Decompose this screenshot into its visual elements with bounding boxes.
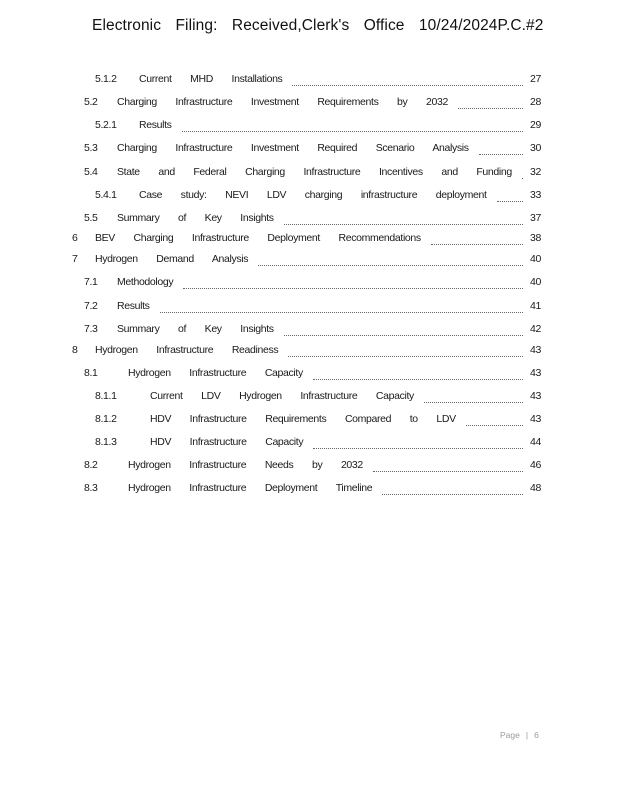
toc-entry-title: Current LDV Hydrogen Infrastructure Capacity	[150, 390, 414, 402]
toc-entry-title: HDV Infrastructure Requirements Compared to LDV	[150, 413, 456, 425]
toc-entry[interactable]	[0, 367, 618, 383]
toc-entry-title: Methodology	[117, 276, 174, 288]
toc-entry[interactable]	[0, 276, 618, 292]
toc-entry-page: 32	[530, 166, 541, 178]
toc-leader-dots	[160, 300, 523, 313]
toc-entry-number: 5.2	[84, 96, 98, 108]
toc-leader-dots	[431, 232, 523, 245]
toc-leader-dots	[183, 276, 523, 289]
toc-entry-page: 38	[530, 232, 541, 244]
toc-entry[interactable]	[0, 459, 618, 475]
toc-leader-dots	[497, 189, 523, 202]
toc-entry-page: 29	[530, 119, 541, 131]
toc-entry-title: Hydrogen Infrastructure Needs by 2032	[128, 459, 363, 471]
page-number: 6	[534, 730, 539, 740]
toc-entry-number: 8	[72, 344, 78, 356]
toc-entry-page: 42	[530, 323, 541, 335]
page-separator: |	[525, 730, 529, 740]
toc-entry-number: 5.5	[84, 212, 98, 224]
toc-entry-number: 7	[72, 253, 78, 265]
toc-leader-dots	[313, 367, 523, 380]
toc-leader-dots	[313, 436, 523, 449]
toc-entry-title: BEV Charging Infrastructure Deployment Recommendations	[95, 232, 421, 244]
toc-entry-page: 43	[530, 390, 541, 402]
toc-entry-title: Charging Infrastructure Investment Required Scenario Analysis	[117, 142, 469, 154]
toc-leader-dots	[288, 344, 523, 357]
toc-entry-number: 8.3	[84, 482, 98, 494]
toc-entry[interactable]	[0, 436, 618, 452]
toc-entry-title: Case study: NEVI LDV charging infrastructure deployment	[139, 189, 487, 201]
toc-leader-dots	[522, 166, 523, 179]
toc-leader-dots	[466, 413, 523, 426]
toc-entry-title: Hydrogen Infrastructure Readiness	[95, 344, 279, 356]
toc-entry-page: 27	[530, 73, 541, 85]
toc-entry[interactable]	[0, 96, 618, 112]
toc-entry-title: Summary of Key Insights	[117, 212, 274, 224]
toc-entry[interactable]	[0, 189, 618, 205]
toc-entry[interactable]	[0, 344, 618, 360]
toc-entry-page: 43	[530, 367, 541, 379]
toc-entry-title: Hydrogen Infrastructure Deployment Timeline	[128, 482, 373, 494]
toc-leader-dots	[382, 482, 523, 495]
toc-entry[interactable]	[0, 212, 618, 228]
toc-entry-title: State and Federal Charging Infrastructure Incentives and Funding	[117, 166, 512, 178]
toc-entry-number: 7.1	[84, 276, 98, 288]
toc-entry[interactable]	[0, 232, 618, 248]
toc-entry-number: 8.2	[84, 459, 98, 471]
toc-entry-number: 7.2	[84, 300, 98, 312]
toc-entry-number: 5.4	[84, 166, 98, 178]
page-footer	[500, 730, 539, 740]
toc-leader-dots	[424, 390, 523, 403]
toc-entry-page: 44	[530, 436, 541, 448]
toc-entry-number: 5.4.1	[95, 189, 117, 201]
toc-leader-dots	[458, 96, 523, 109]
toc-leader-dots	[258, 253, 523, 266]
toc-entry-number: 8.1.3	[95, 436, 117, 448]
toc-entry-page: 37	[530, 212, 541, 224]
toc-entry-number: 6	[72, 232, 78, 244]
toc-entry-page: 30	[530, 142, 541, 154]
toc-entry[interactable]	[0, 73, 618, 89]
toc-entry[interactable]	[0, 482, 618, 498]
toc-entry-page: 41	[530, 300, 541, 312]
toc-entry-title: Hydrogen Demand Analysis	[95, 253, 249, 265]
toc-entry[interactable]	[0, 166, 618, 182]
filing-stamp-header: Electronic Filing: Received,Clerk's Office 10/24/2024P.C.#2	[92, 17, 544, 34]
toc-entry-number: 7.3	[84, 323, 98, 335]
toc-entry-page: 33	[530, 189, 541, 201]
toc-entry-number: 8.1.1	[95, 390, 117, 402]
page-label: Page	[500, 730, 520, 740]
toc-entry-title: Hydrogen Infrastructure Capacity	[128, 367, 303, 379]
toc-entry-number: 8.1	[84, 367, 98, 379]
toc-entry[interactable]	[0, 323, 618, 339]
toc-entry-page: 40	[530, 253, 541, 265]
toc-entry-page: 43	[530, 344, 541, 356]
toc-leader-dots	[284, 323, 523, 336]
toc-entry-number: 5.3	[84, 142, 98, 154]
toc-entry-title: HDV Infrastructure Capacity	[150, 436, 304, 448]
toc-entry-title: Results	[139, 119, 172, 131]
toc-leader-dots	[292, 73, 523, 86]
toc-entry-title: Summary of Key Insights	[117, 323, 274, 335]
toc-entry[interactable]	[0, 142, 618, 158]
toc-entry-title: Current MHD Installations	[139, 73, 283, 85]
toc-entry[interactable]	[0, 119, 618, 135]
toc-leader-dots	[182, 119, 523, 132]
toc-entry-page: 28	[530, 96, 541, 108]
toc-entry[interactable]	[0, 253, 618, 269]
toc-entry-title: Results	[117, 300, 150, 312]
toc-entry-title: Charging Infrastructure Investment Requirements by 2032	[117, 96, 448, 108]
toc-entry-page: 43	[530, 413, 541, 425]
toc-entry-number: 8.1.2	[95, 413, 117, 425]
toc-entry-page: 40	[530, 276, 541, 288]
toc-entry-page: 48	[530, 482, 541, 494]
toc-entry-number: 5.1.2	[95, 73, 117, 85]
toc-entry-page: 46	[530, 459, 541, 471]
toc-entry[interactable]	[0, 413, 618, 429]
toc-leader-dots	[284, 212, 523, 225]
toc-leader-dots	[479, 142, 523, 155]
toc-entry-number: 5.2.1	[95, 119, 117, 131]
toc-entry[interactable]	[0, 390, 618, 406]
toc-leader-dots	[373, 459, 523, 472]
toc-entry[interactable]	[0, 300, 618, 316]
